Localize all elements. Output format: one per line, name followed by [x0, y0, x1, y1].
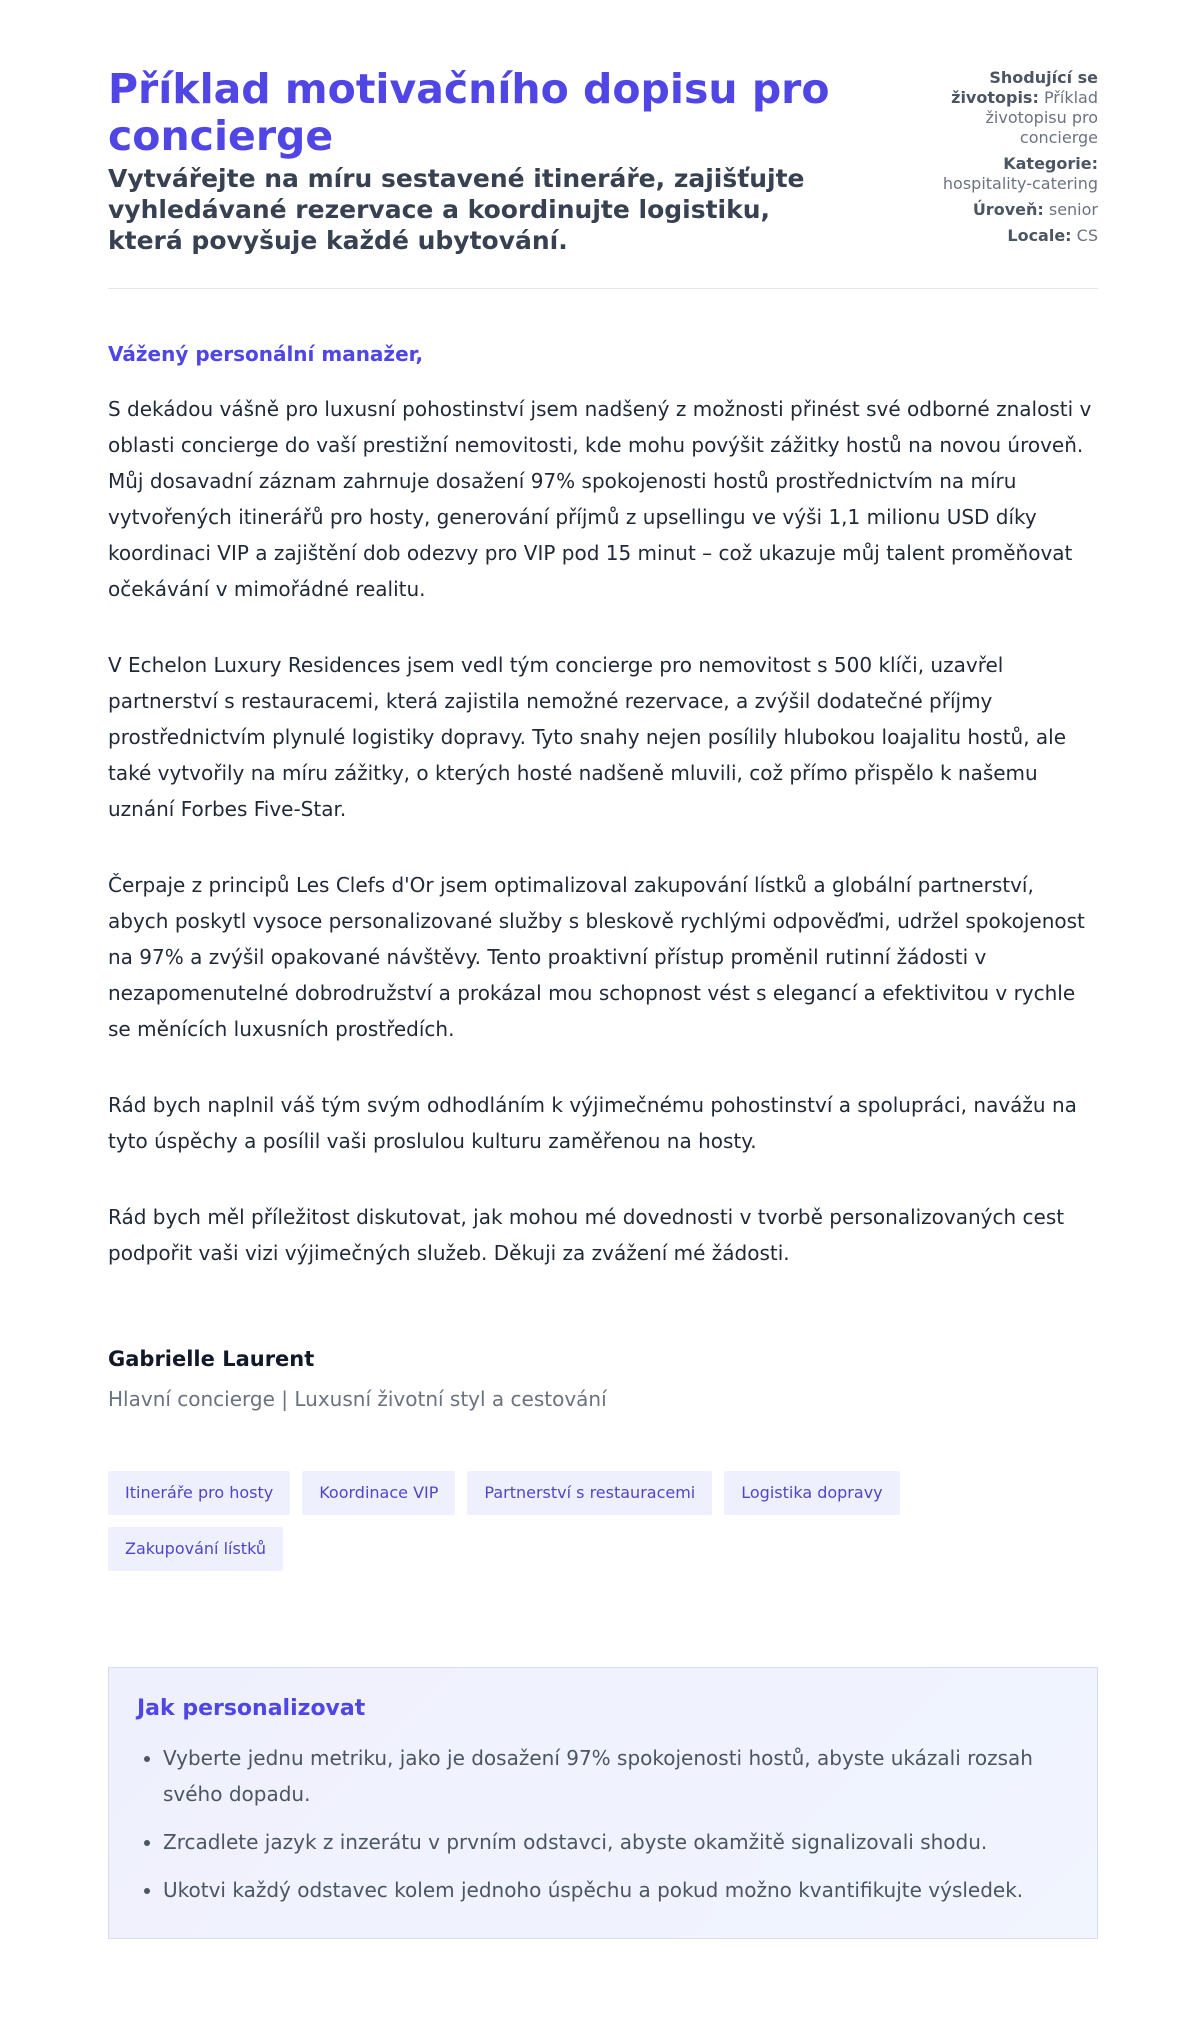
skill-tag: Itineráře pro hosty	[108, 1471, 290, 1515]
tips-title: Jak personalizovat	[137, 1696, 366, 1721]
skill-tag: Logistika dopravy	[724, 1471, 899, 1515]
letter-paragraph: Rád bych měl příležitost diskutovat, jak mohou mé dovednosti v tvorbě personalizovaných cest podpořit vaši vizi výjimečných služeb. Děkuji za zvážení mé žádosti.	[108, 1205, 1065, 1265]
page-subtitle: Vytvářejte na míru sestavené itineráře, zajišťujte vyhledávané rezervace a koordinujte logistiku, která povyšuje každé ubytování.	[108, 164, 805, 255]
meta-locale	[928, 226, 1098, 246]
meta-panel	[928, 68, 1098, 252]
meta-category-label: Kategorie:	[1003, 154, 1098, 173]
meta-matching-resume-label: Shodující se životopis:	[951, 68, 1098, 107]
meta-level-value: senior	[1048, 200, 1098, 219]
signature-name: Gabrielle Laurent	[108, 1347, 315, 1371]
meta-locale-label: Locale:	[1007, 226, 1072, 245]
skill-tags	[108, 1471, 1008, 1571]
tip-item: • Zrcadlete jazyk z inzerátu v prvním odstavci, abyste okamžitě signalizovali shodu.	[163, 1824, 1069, 1860]
header-titles	[108, 66, 848, 256]
letter-paragraph: Rád bych naplnil váš tým svým odhodláním k výjimečnému pohostinství a spolupráci, navážu na tyto úspěchy a posílil vaši proslulou kulturu zaměřenou na hosty.	[108, 1093, 1077, 1153]
letter-greeting: Vážený personální manažer,	[108, 342, 424, 366]
letter-paragraph: S dekádou vášně pro luxusní pohostinství jsem nadšený z možnosti přinést své odborné znalosti v oblasti concierge do vaší prestižní nemovitosti, kde mohu povýšit zážitky hostů na novou úroveň. Můj dosavadní záznam zahrnuje dosažení 97% spokojenosti hostů prostřednictvím na míru vytvořených itinerářů pro hosty, generování příjmů z upsellingu ve výši 1,1 milionu USD díky koordinaci VIP a zajištění dob odezvy pro VIP pod 15 minut – což ukazuje můj talent proměňovat očekávání v mimořádné realitu.	[108, 397, 1092, 601]
letter-paragraph: Čerpaje z principů Les Clefs d'Or jsem optimalizoval zakupování lístků a globální partnerství, abych poskytl vysoce personalizované služby s bleskově rychlými odpověďmi, udržel spokojenost na 97% a zvýšil opakované návštěvy. Tento proaktivní přístup proměnil rutinní žádosti v nezapomenutelné dobrodružství a prokázal mou schopnost vést s elegancí a efektivitou v rychle se měnících luxusních prostředích.	[108, 873, 1085, 1041]
signature-role: Hlavní concierge | Luxusní životní styl a cestování	[108, 1387, 607, 1411]
letter-body	[108, 341, 1098, 1271]
skill-tag: Partnerství s restauracemi	[467, 1471, 712, 1515]
meta-matching-resume	[928, 68, 1098, 148]
personalization-tips	[108, 1667, 1098, 1939]
meta-matching-resume-value: Příklad životopisu pro concierge	[985, 88, 1098, 147]
meta-level	[928, 200, 1098, 220]
cover-letter-page	[108, 66, 1098, 1939]
skill-tag: Koordinace VIP	[302, 1471, 455, 1515]
page-header	[108, 66, 1098, 289]
signature-block	[108, 1345, 1098, 1413]
letter-paragraph: V Echelon Luxury Residences jsem vedl tým concierge pro nemovitost s 500 klíči, uzavřel partnerství s restauracemi, která zajistila nemožné rezervace, a zvýšil dodatečné příjmy prostřednictvím plynulé logistiky dopravy. Tyto snahy nejen posílily hlubokou loajalitu hostů, ale také vytvořily na míru zážitky, o kterých hosté nadšeně mluvili, což přímo přispělo k našemu uznání Forbes Five-Star.	[108, 653, 1067, 821]
meta-locale-value: CS	[1076, 226, 1098, 245]
meta-level-label: Úroveň:	[972, 200, 1044, 219]
meta-category-value: hospitality-catering	[942, 174, 1098, 193]
tip-item: • Vyberte jednu metriku, jako je dosažení 97% spokojenosti hostů, abyste ukázali rozsah svého dopadu.	[163, 1740, 1069, 1812]
page-title: Příklad motivačního dopisu pro concierge	[108, 65, 830, 160]
tips-list	[137, 1740, 1069, 1908]
skill-tag: Zakupování lístků	[108, 1527, 283, 1571]
tip-item: • Ukotvi každý odstavec kolem jednoho úspěchu a pokud možno kvantifikujte výsledek.	[163, 1872, 1069, 1908]
meta-category	[928, 154, 1098, 194]
